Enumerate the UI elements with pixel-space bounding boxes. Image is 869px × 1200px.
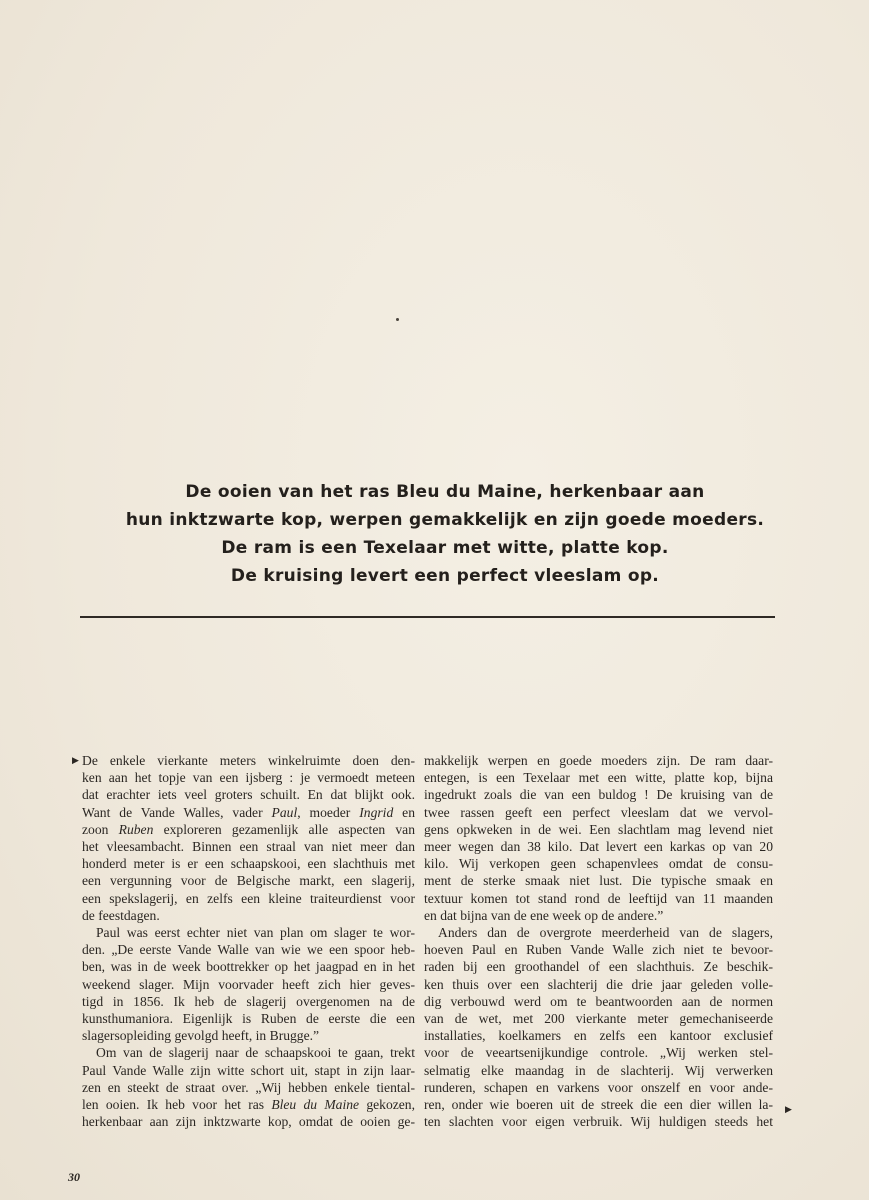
triangle-right-icon: ▶ — [785, 1105, 792, 1115]
pull-quote-line: De ooien van het ras Bleu du Maine, herkenbaar aan — [185, 482, 705, 502]
text-line: hoeven Paul en Ruben Vande Walle zich niet te bevoor- — [424, 942, 773, 958]
text-line: zoon Ruben exploreren gezamenlijk alle aspecten van — [82, 821, 415, 837]
text-line: voor de veeartsenijkundige controle. „Wij werken stel- — [424, 1045, 773, 1061]
text-line: selmatig elke maandag in de slachterij. Wij verwerken — [424, 1062, 773, 1078]
text-line: kunsthumaniora. Eigenlijk is Ruben de eerste die een — [82, 1011, 415, 1027]
text-line: het vleesambacht. Binnen een straal van niet meer dan — [82, 839, 415, 855]
text-line: van de wet, met 200 vierkante meter gemechaniseerde — [424, 1011, 773, 1027]
text-line: Want de Vande Walles, vader Paul, moeder Ingrid en — [82, 804, 415, 820]
text-line: de feestdagen. — [82, 907, 160, 923]
text-line: entegen, is een Texelaar met een witte, platte kop, bijna — [424, 770, 773, 786]
text-line: len ooien. Ik heb voor het ras Bleu du Maine gekozen, — [82, 1097, 416, 1113]
text-line: weekend slager. Mijn voorvader heeft zich hier geves- — [82, 976, 415, 992]
text-line: ten slachten voor eigen verbruik. Wij huldigen steeds het — [424, 1114, 773, 1130]
text-line: een vergunning voor de Belgische markt, een slagerij, — [82, 873, 415, 889]
text-line: slagersopleiding gevolgd heeft, in Brugge.” — [82, 1028, 320, 1044]
text-line: ren, onder wie boeren uit de streek die een dier willen la- — [424, 1097, 773, 1113]
text-line: dat erachter iets veel groters schuilt. En dat blijkt ook. — [82, 787, 415, 803]
text-line: ken aan het topje van een ijsberg : je vermoedt meteen — [82, 770, 415, 786]
text-line: De enkele vierkante meters winkelruimte doen den- — [82, 753, 415, 768]
text-line: dig verbouwd werd om te beantwoorden aan de normen — [424, 993, 773, 1009]
text-line: een spekslagerij, en zelfs een kleine traiteurdienst voor — [82, 890, 415, 906]
text-line: gens opkweken in de wei. Een slachtlam mag levend niet — [424, 821, 773, 837]
text-line: ingedrukt zoals die van een buldog ! De kruising van de — [424, 787, 773, 803]
text-line: herkenbaar aan zijn inktzwarte kop, omdat de ooien ge- — [82, 1114, 415, 1130]
text-line: twee rassen geeft een perfect vleeslam dat we vervol- — [424, 804, 773, 820]
text-line: en dat bijna van de ene week op de andere.” — [424, 907, 664, 923]
pull-quote-line: De kruising levert een perfect vleeslam op. — [230, 566, 660, 586]
text-line: honderd meter is er een schaapskooi, een slachthuis met — [82, 856, 415, 872]
text-line: Om van de slagerij naar de schaapskooi te gaan, trekt — [96, 1045, 415, 1061]
text-line: Paul was eerst echter niet van plan om slager te wor- — [96, 925, 415, 941]
pull-quote-line: hun inktzwarte kop, werpen gemakkelijk en zijn goede moeders. — [125, 510, 765, 530]
right-column — [424, 752, 773, 1130]
text-line: Paul Vande Walle zijn witte schort uit, stapt in zijn laar- — [82, 1062, 415, 1078]
pull-quote — [80, 478, 810, 590]
text-line: meer wegen dan 38 kilo. Dat levert een karkas op van 20 — [424, 839, 773, 855]
text-line: textuur komen tot stand rond de leeftijd van 11 maanden — [424, 890, 773, 906]
decorative-dot — [396, 318, 399, 321]
text-line: zen en steekt de straat over. „Wij hebben enkele tiental- — [82, 1079, 415, 1095]
page-number: 30 — [68, 1170, 80, 1184]
text-line: Anders dan de overgrote meerderheid van de slagers, — [438, 925, 773, 941]
text-line: den. „De eerste Vande Walle van wie we een spoor heb- — [82, 942, 415, 958]
left-column — [82, 752, 415, 1130]
text-line: ken thuis over een slachterij die drie jaar geleden volle- — [424, 976, 773, 992]
horizontal-rule — [80, 616, 775, 618]
text-line: installaties, koelkamers en zelfs een kantoor exclusief — [424, 1028, 773, 1044]
text-line: ben, was in de week boottrekker op het jaagpad en in het — [82, 959, 415, 975]
triangle-right-icon: ▶ — [72, 756, 79, 766]
text-line: runderen, schapen en varkens voor onszelf en voor ande- — [424, 1079, 773, 1095]
text-line: raden bij een groothandel of een slachthuis. Ze beschik- — [424, 959, 773, 975]
text-line: ment de sterke smaak niet lust. Die typische smaak en — [424, 873, 773, 889]
pull-quote-line: De ram is een Texelaar met witte, platte kop. — [221, 538, 669, 558]
text-line: makkelijk werpen en goede moeders zijn. De ram daar- — [424, 753, 773, 768]
text-line: tigd in 1856. Ik heb de slagerij overgenomen na de — [82, 993, 415, 1009]
text-line: kilo. Wij verkopen geen schapenvlees omdat de consu- — [424, 856, 773, 872]
